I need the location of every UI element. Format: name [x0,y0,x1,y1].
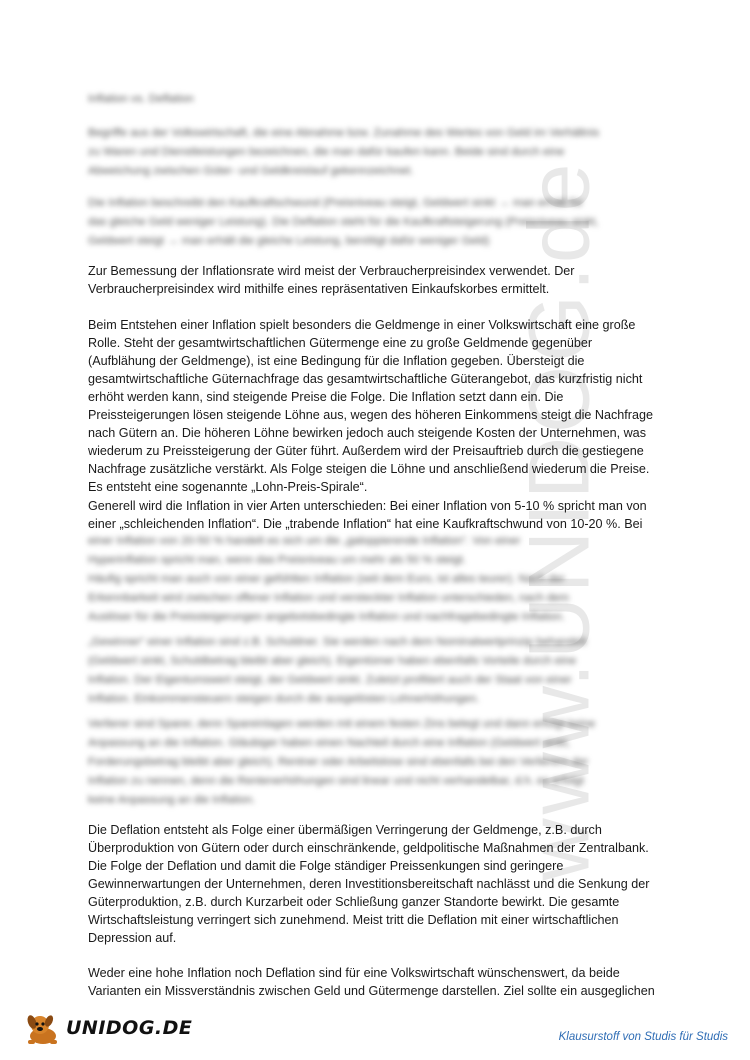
dog-mascot-icon [22,1010,64,1046]
paragraph-winners [88,633,674,709]
text-line: Inflation. Einkommensteuern steigen durch die ausgelösten Lohnerhöhungen. [88,693,480,705]
watermark: www.UNIDOG.de [511,159,608,881]
text-line: (Aufblähung der Geldmenge), ist eine Bedingung für die Inflation gegeben. Übersteigt die [88,354,585,368]
text-line: Inflation. Der Eigentumswert steigt, der Geldwert sinkt. Zuletzt profitiert auch der Staat von einer [88,674,572,686]
text-line: einer „schleichenden Inflation“. Die „trabende Inflation“ hat eine Kaufkraftschwund von 10-20 %. Bei [88,517,643,531]
text-line: (Geldwert sinkt, Schuldbetrag bleibt aber gleich). Eigentümer haben ebenfalls Vorteile durch eine [88,655,577,667]
text-line: Hyperinflation spricht man, wenn das Preisniveau um mehr als 50 % steigt. [88,554,466,566]
text-line: Erkennbarkeit wird zwischen offener Inflation und versteckter Inflation unterschieden, nach dem [88,592,569,604]
text-line: Häufig spricht man auch von einer gefühlten Inflation (seit dem Euro, ist alles teurer). Nach der [88,573,565,585]
text-line: das gleiche Geld weniger Leistung). Die Deflation steht für die Kaufkraftsteigerung (Preisniveau sinkt, [88,216,599,228]
text-line: Nachfrage zusätzliche verstärkt. Als Folge steigen die Löhne und anschließend wiederum die Preise. [88,462,650,476]
text-line: Begriffe aus der Volkswirtschaft, die eine Abnahme bzw. Zunahme des Wertes von Geld im Verhältnis [88,127,600,139]
text-line: Forderungsbetrag bleibt aber gleich). Rentner oder Arbeitslose sind ebenfalls bei den Verlierern der [88,756,589,768]
text-line: Zur Bemessung der Inflationsrate wird meist der Verbraucherpreisindex verwendet. Der [88,264,575,278]
logo-text: UNIDOG.DE [66,1017,193,1039]
text-line: Geldwert steigt → man erhält die gleiche Leistung, benötigt dafür weniger Geld) [88,235,490,247]
text-line: Varianten ein Missverständnis zwischen Geld und Gütermenge darstellen. Ziel sollte ein ausgeglichen [88,984,655,998]
paragraph-inflation-types [88,497,674,533]
paragraph-deflation [88,821,674,947]
text-line: Die Inflation beschreibt den Kaufkraftschwund (Preisniveau steigt, Geldwert sinkt → man erhält für [88,197,584,209]
text-line: Rolle. Steht der gesamtwirtschaftlichen Gütermenge eine zu große Geldmende gegenüber [88,336,593,350]
text-line: Abweichung zwischen Güter- und Geldkreislauf gekennzeichnet. [88,165,414,177]
text-line: Es entsteht eine sogenannte „Lohn-Preis-Spirale“. [88,480,368,494]
doc-title: Inflation vs. Deflation [88,93,194,105]
text-line: Weder eine hohe Inflation noch Deflation sind für eine Volkswirtschaft wünschenswert, da beide [88,966,620,980]
text-line: Anpassung an die Inflation. Gläubiger haben einen Nachteil durch eine Inflation (Geldwert sinkt, [88,737,570,749]
text-line: Verlierer sind Sparer, denn Spareinlagen werden mit einem festen Zins belegt und dann erfolgt keine [88,718,596,730]
text-line: Auslöser für die Preissteigerungen angebotsbedingte Inflation und nachfragebedingte Inflation. [88,611,565,623]
text-line: gesamtwirtschaftliche Güternachfrage das gesamtwirtschaftliche Güterangebot, das kurzfristig nicht [88,372,643,386]
text-line: Güterproduktion, z.B. durch Kurzarbeit oder Schließung ganzer Standorte bewirkt. Die gesamte [88,895,620,909]
text-line: zu Waren und Dienstleistungen bezeichnen, die man dafür kaufen kann. Beide sind durch eine [88,146,565,158]
text-line: Wirtschaftsleistung verringert sich zunehmend. Meist tritt die Deflation mit einer wirtschaftlichen [88,913,619,927]
text-line: Die Folge der Deflation und damit die Folge ständiger Preissenkungen sind geringere [88,859,564,873]
text-line: Die Deflation entsteht als Folge einer übermäßigen Verringerung der Geldmenge, z.B. durch [88,823,602,837]
paragraph-inflation-origin [88,316,674,496]
paragraph-losers [88,715,674,810]
paragraph-inflation-deflation [88,194,674,251]
unidog-logo[interactable] [22,1010,192,1046]
text-line: Generell wird die Inflation in vier Arten unterschieden: Bei einer Inflation von 5-10 % spricht man von [88,499,647,513]
text-line: Überproduktion von Gütern oder durch einschränkende, geldpolitische Maßnahmen der Zentralbank. [88,841,649,855]
paragraph-inflation-rate [88,262,674,298]
text-line: wiederum zu Preissteigerung der Güter führt. Außerdem wird der Preisauftrieb durch die gestiegene [88,444,644,458]
text-line: Verbraucherpreisindex wird mithilfe eines repräsentativen Einkaufskorbes ermittelt. [88,282,550,296]
text-line: einer Inflation von 20-50 % handelt es sich um die „galoppierende Inflation“. Von einer [88,535,521,547]
text-line: Inflation zu nennen, denn die Rentenerhöhungen sind linear und nicht verhandelbar, d.h. es erfolgt [88,775,584,787]
footer-tagline: Klausurstoff von Studis für Studis [558,1031,728,1043]
paragraph-inflation-types-rest [88,532,674,627]
text-line: keine Anpassung an die Inflation. [88,794,256,806]
text-line: Depression auf. [88,931,177,945]
text-line: Beim Entstehen einer Inflation spielt besonders die Geldmenge in einer Volkswirtschaft eine große [88,318,636,332]
text-line: nach Gütern an. Die höheren Löhne bewirken jedoch auch steigende Kosten der Unternehmen, was [88,426,646,440]
text-line: Preissteigerungen lösen steigende Löhne aus, wegen des höheren Einkommens steigt die Nachfrage [88,408,653,422]
paragraph-definition [88,124,674,181]
paragraph-conclusion [88,964,674,1000]
text-line: Gewinnerwartungen der Unternehmen, deren Investitionsbereitschaft nachlässt und die Senkung der [88,877,650,891]
text-line: „Gewinner“ einer Inflation sind z.B. Schuldner. Sie werden nach dem Nominalwertprinzip behandelt [88,636,587,648]
text-line: erhöht werden kann, sind steigende Preise die Folge. Die Inflation setzt dann ein. Die [88,390,564,404]
